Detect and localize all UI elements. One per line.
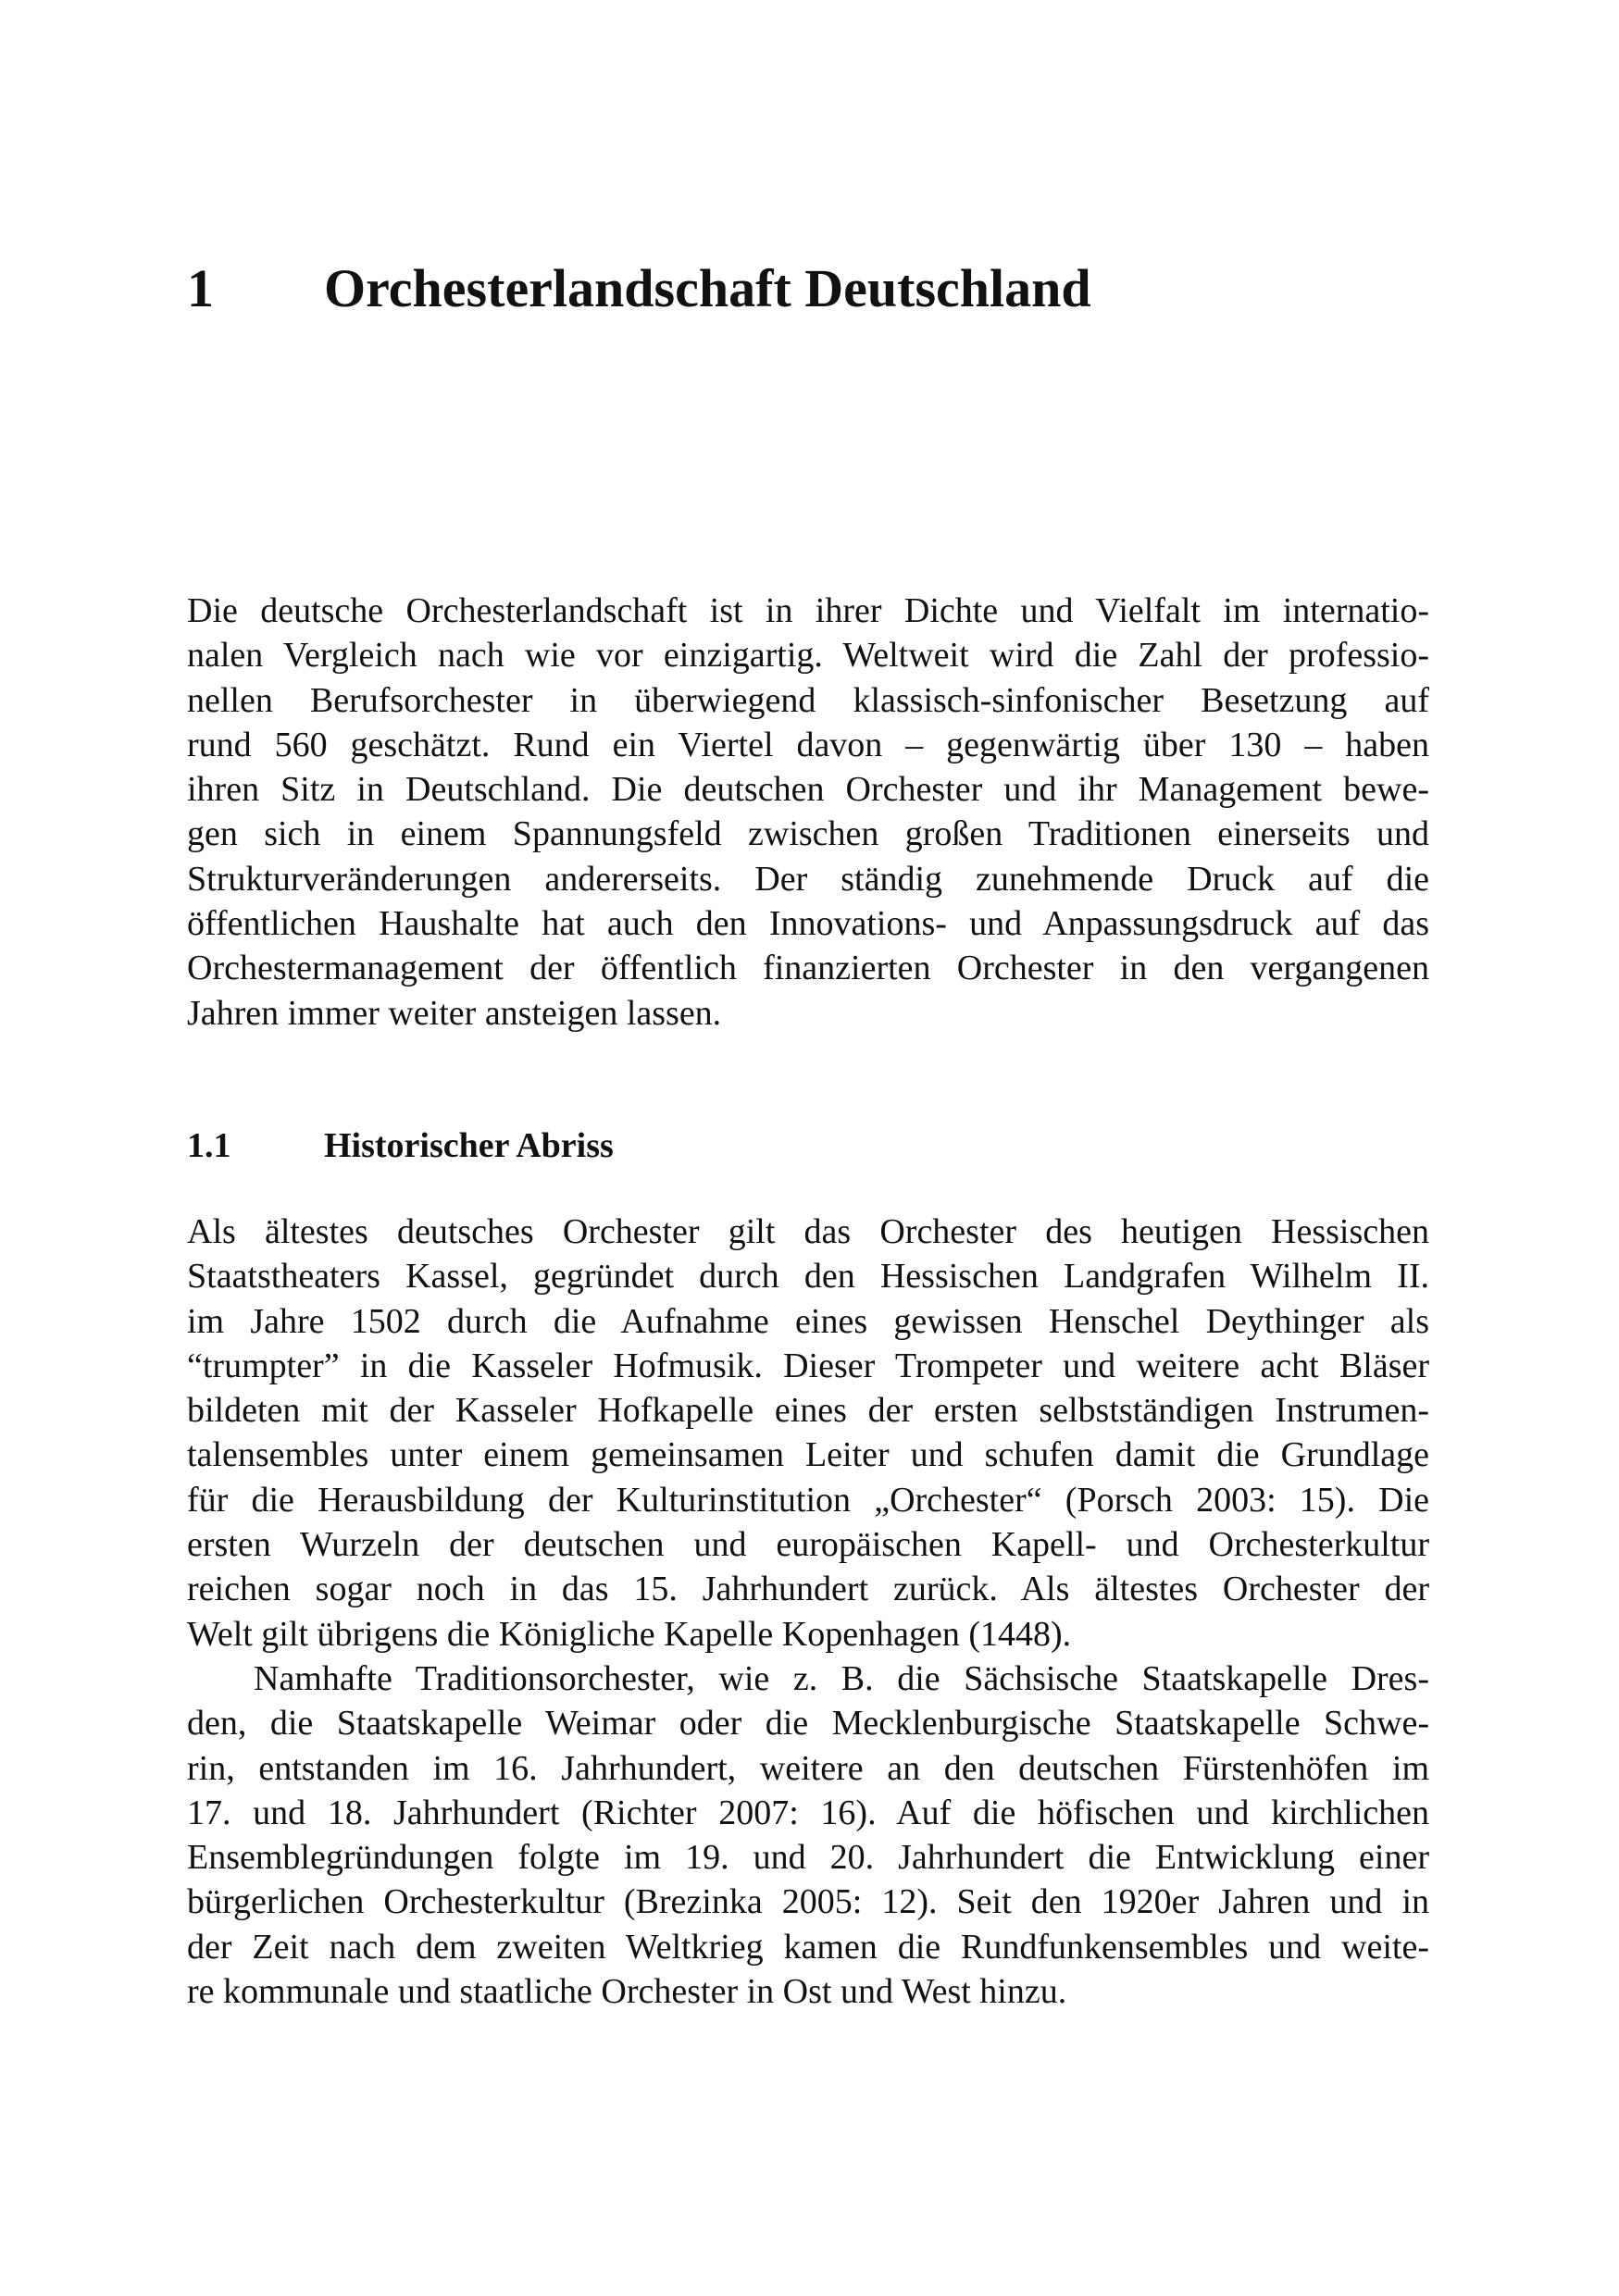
- text-line: gen sich in einem Spannungsfeld zwischen großen Traditionen einerseits und: [187, 814, 1429, 854]
- history-paragraph-1: [187, 1210, 1429, 1657]
- chapter-heading: [187, 252, 1446, 326]
- section-heading: [187, 1120, 1446, 1172]
- text-line: der Zeit nach dem zweiten Weltkrieg kamen die Rundfunkensembles und weite-: [187, 1927, 1429, 1967]
- text-line: Namhafte Traditionsorchester, wie z. B. die Sächsische Staatskapelle Dres-: [254, 1659, 1429, 1698]
- text-line: im Jahre 1502 durch die Aufnahme eines gewissen Henschel Deythinger als: [187, 1301, 1429, 1341]
- text-line: Die deutsche Orchesterlandschaft ist in ihrer Dichte und Vielfalt im internatio-: [187, 591, 1429, 630]
- text-line: talensembles unter einem gemeinsamen Leiter und schufen damit die Grundlage: [187, 1435, 1429, 1475]
- text-line: rin, entstanden im 16. Jahrhundert, weitere an den deutschen Fürstenhöfen im: [187, 1748, 1429, 1788]
- text-line: Jahren immer weiter ansteigen lassen.: [187, 993, 722, 1033]
- text-line: nellen Berufsorchester in überwiegend klassisch-sinfonischer Besetzung auf: [187, 680, 1429, 720]
- text-line: öffentlichen Haushalte hat auch den Innovations- und Anpassungsdruck auf das: [187, 904, 1429, 944]
- text-line: Strukturveränderungen andererseits. Der ständig zunehmende Druck auf die: [187, 859, 1429, 899]
- text-line: Staatstheaters Kassel, gegründet durch den Hessischen Landgrafen Wilhelm II.: [187, 1257, 1429, 1297]
- text-line: bildeten mit der Kasseler Hofkapelle eines der ersten selbstständigen Instrumen-: [187, 1391, 1429, 1431]
- chapter-number: 1: [187, 258, 214, 318]
- text-line: reichen sogar noch in das 15. Jahrhundert zurück. Als ältestes Orchester der: [187, 1570, 1429, 1609]
- text-line: Orchestermanagement der öffentlich finanzierten Orchester in den vergangenen: [187, 949, 1429, 988]
- section-number: 1.1: [187, 1126, 231, 1165]
- text-line: bürgerlichen Orchesterkultur (Brezinka 2005: 12). Seit den 1920er Jahren und in: [187, 1882, 1429, 1922]
- text-line: rund 560 geschätzt. Rund ein Viertel davon – gegenwärtig über 130 – haben: [187, 725, 1429, 764]
- chapter-title: Orchesterlandschaft Deutschland: [324, 258, 1091, 318]
- text-line: Ensemblegründungen folgte im 19. und 20. Jahrhundert die Entwicklung einer: [187, 1838, 1429, 1878]
- text-line: Welt gilt übrigens die Königliche Kapelle Kopenhagen (1448).: [187, 1614, 1072, 1654]
- history-paragraph-2: [187, 1657, 1429, 2014]
- text-line: “trumpter” in die Kasseler Hofmusik. Dieser Trompeter und weitere acht Bläser: [187, 1346, 1429, 1385]
- text-line: für die Herausbildung der Kulturinstitution „Orchester“ (Porsch 2003: 15). Die: [187, 1480, 1429, 1520]
- text-line: Als ältestes deutsches Orchester gilt das Orchester des heutigen Hessischen: [187, 1212, 1429, 1251]
- text-line: nalen Vergleich nach wie vor einzigartig. Weltweit wird die Zahl der professio-: [187, 636, 1429, 676]
- text-line: ersten Wurzeln der deutschen und europäischen Kapell- und Orchesterkultur: [187, 1525, 1429, 1565]
- text-line: ihren Sitz in Deutschland. Die deutschen Orchester und ihr Management bewe-: [187, 770, 1429, 810]
- text-line: den, die Staatskapelle Weimar oder die Mecklenburgische Staatskapelle Schwe-: [187, 1704, 1429, 1744]
- intro-paragraph: [187, 589, 1429, 1036]
- section-title: Historischer Abriss: [324, 1126, 614, 1165]
- text-line: re kommunale und staatliche Orchester in Ost und West hinzu.: [187, 1972, 1067, 2012]
- text-line: 17. und 18. Jahrhundert (Richter 2007: 16). Auf die höfischen und kirchlichen: [187, 1793, 1429, 1832]
